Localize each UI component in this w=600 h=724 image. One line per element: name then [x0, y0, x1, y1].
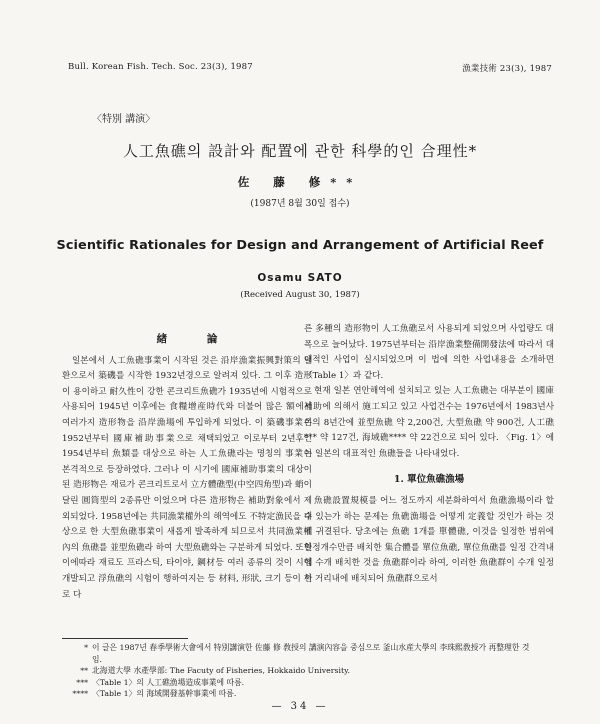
journal-citation-korean: 漁業技術 23(3), 1987 [462, 64, 552, 74]
footnote-mark: * [84, 643, 88, 652]
footnotes [62, 642, 532, 700]
footnote [62, 677, 532, 689]
footnote [62, 642, 532, 665]
body-paragraph: 魚礁設置規模를 어느 정도까지 세분화하여서 魚礁漁場이라 할 수 있는가 하는 문제는 魚礁漁場을 어떻게 定義할 것인가 하는 것에 귀결된다. 당초에는 魚礁 1개를 單體礁, 이것을 일정한 범위에 일정개수만큼 배치한 集合體를 單位魚礁, 單位魚礁를 일정 간격내에 수개 배치한 것을 魚礁群이라 하여, 이러한 魚礁群이 수개 일정한 거리내에 배치되어 魚礁群으로서 [304, 495, 554, 584]
author-english: Osamu SATO [257, 272, 343, 284]
page-number: — 34 — [271, 701, 329, 712]
footnote [62, 665, 532, 677]
footnote-text: 北海道大學 水產學部: The Facuty of Fisheries, Hokkaido University. [92, 666, 350, 675]
subsection-heading: 1. 單位魚礁漁場 [393, 474, 465, 486]
title-korean: 人工魚礁의 設計와 配置에 관한 科學的인 合理性* [122, 142, 478, 160]
body-paragraph: 른 多種의 造形物이 人工魚礁로서 사용되게 되었으며 사업량도 대폭으로 늘어났다. 1975년부터는 沿岸漁業整備開發法에 따라서 대대적인 사업이 실시되었으며 이 법에 의한 사업내용을 소개하면 〈Table 1〉과 같다. [304, 324, 554, 381]
section-heading-introduction: 緖 論 [156, 333, 236, 345]
footnote-text: 〈Table 1〉의 人工礁漁場造成事業에 따름. [92, 677, 245, 687]
special-lecture-label: 〈特別 講演〉 [92, 114, 156, 125]
journal-citation: Bull. Korean Fish. Tech. Soc. 23(3), 1987 [68, 62, 253, 72]
received-date-korean: (1987년 8월 30일 접수) [250, 199, 350, 209]
title-english: Scientific Rationales for Design and Arrangement of Artificial Reef [56, 238, 544, 253]
footnote-text: 〈Table 1〉의 海域開發基幹事業에 따름. [92, 689, 237, 698]
footnote [62, 688, 532, 700]
body-paragraph: 일본에서 人工魚礁事業이 시작된 것은 沿岸漁業振興對策의 일환으로서 築磯를 시작한 1932년경으로 알려져 있다. 그 이후 造形이 용이하고 耐久性이 강한 콘크리트魚礁가 1935년에 시험적으로 사용되어 1945년 이후에는 食糧增産時代와 더불어 많은 額에서 여러가지 造形物을 沿岸漁場에 투입하게 되었다. 이 築磯事業은 1952년부터 國庫補助事業으로 채택되었고 이로부터 2년후인 1954년부터 魚類를 대상으로 하는 人工魚礁라는 명칭의 事業이 본격적으로 등장하였다. 그러나 이 시기에 國庫補助事業의 대상이 된 造形物은 재료가 콘크리트로서 立方體礁型(中空四角型)과 蛸이 달린 圓筒型의 2종류만 이었으며 다른 造形物은 補助對象에서 제외되었다. 1958년에는 共同漁業權外의 해역에도 不特定漁民을 대상으로 한 大型魚礁事業이 새롭게 발족하게 되므로서 共同漁業權內의 魚礁를 並型魚礁라 하여 大型魚礁와는 구분하게 되었다. 또한 이에따라 재료도 프라스틱, 타이야, 鋼材등 여러 종류의 것이 시험 개발되고 浮魚礁의 시험이 행하여지는 등 材料, 形狀, 크기 등이 서로 다 [62, 355, 312, 600]
footnote-divider [62, 638, 188, 639]
author-korean: 佐 藤 修** [237, 175, 363, 189]
footnote-mark: **** [72, 689, 88, 698]
right-column [304, 322, 554, 588]
footnote-mark: ** [80, 666, 88, 675]
left-column [62, 322, 312, 603]
footnote-text: 이 글은 1987년 春季學術大會에서 特別講演한 佐藤 修 敎授의 講演內容을 중심으로 釜山水産大學의 李珠熙敎授가 再整理한 것임. [92, 643, 530, 664]
footnote-mark: *** [76, 677, 88, 687]
body-paragraph: 현재 일본 연안해역에 설치되고 있는 人工魚礁는 대부분이 國庫補助에 의해서 施工되고 있고 사업건수는 1976년에서 1983년사이의 8년간에 並型魚礁 약 2,200건, 大型魚礁 약 900건, 人工礁*** 약 127건, 海域礁**** 약 22건으로 되어 있다. 〈Fig. 1〉에는 일본의 대표적인 魚礁들을 나타내었다. [304, 386, 554, 459]
received-date-english: (Received August 30, 1987) [240, 290, 360, 300]
